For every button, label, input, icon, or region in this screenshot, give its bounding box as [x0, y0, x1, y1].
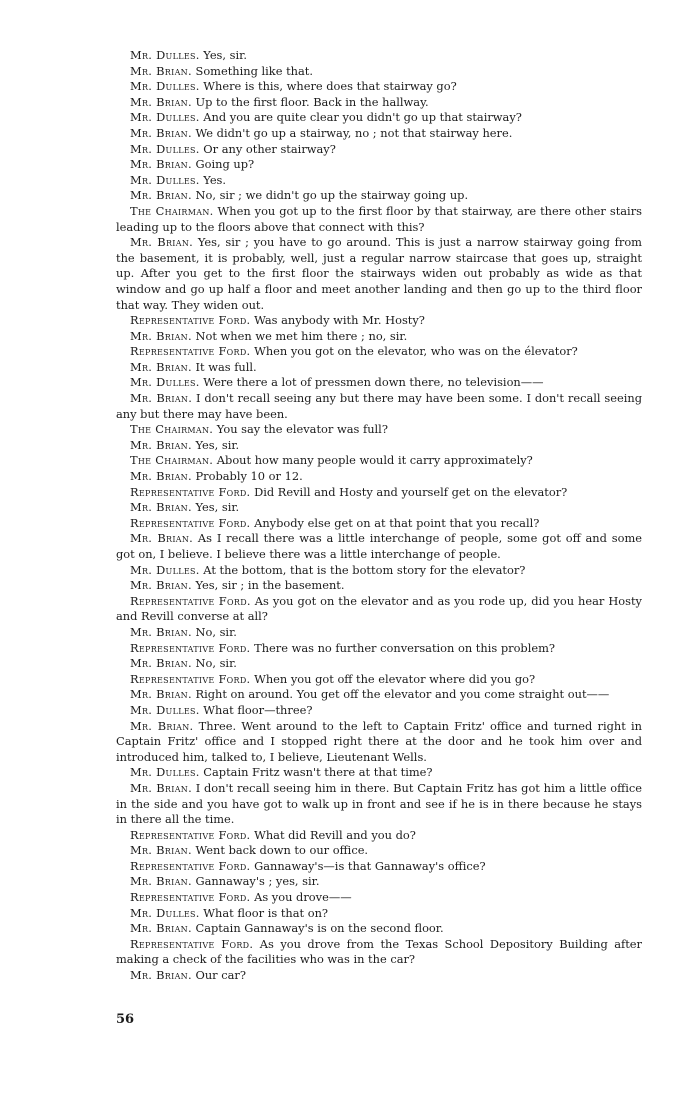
speaker-name: Mr. Brian. [130, 63, 192, 78]
testimony-paragraph [116, 344, 642, 360]
speaker-name: Mr. Brian. [130, 687, 192, 702]
speaker-name: Mr. Brian. [130, 469, 192, 484]
speaker-name: Mr. Dulles. [130, 110, 200, 125]
spoken-text: As you got on the elevator and as you rode up, did you hear Hosty and Revill converse at all? [116, 593, 642, 624]
testimony-paragraph [116, 874, 642, 890]
spoken-text: About how many people would it carry approximately? [213, 453, 533, 468]
speaker-name: Mr. Brian. [130, 531, 194, 546]
spoken-text: Or any other stairway? [199, 141, 336, 156]
spoken-text: Yes, sir. [191, 437, 240, 452]
testimony-paragraph [116, 594, 642, 625]
speaker-name: Representative Ford. [130, 827, 251, 842]
spoken-text: It was full. [191, 359, 257, 374]
testimony-paragraph [116, 843, 642, 859]
spoken-text: Yes, sir ; in the basement. [191, 578, 345, 593]
spoken-text: Our car? [191, 968, 246, 983]
spoken-text: I don't recall seeing any but there may have been some. I don't recall seeing any but there may have been. [116, 391, 642, 421]
testimony-paragraph [116, 937, 642, 968]
spoken-text: Not when we met him there ; no, sir. [191, 328, 408, 343]
testimony-paragraph [116, 188, 642, 204]
testimony-paragraph [116, 110, 642, 126]
transcript-page [116, 48, 642, 984]
spoken-text: Went back down to our office. [191, 843, 369, 858]
speaker-name: Mr. Dulles. [130, 172, 200, 187]
testimony-paragraph [116, 453, 642, 469]
spoken-text: We didn't go up a stairway, no ; not that stairway here. [191, 125, 513, 140]
spoken-text: As you drove from the Texas School Depository Building after making a check of the facilities who was in the car? [116, 936, 642, 967]
testimony-paragraph [116, 142, 642, 158]
speaker-name: Mr. Brian. [130, 921, 192, 936]
spoken-text: Yes, sir. [191, 500, 240, 515]
testimony-paragraph [116, 641, 642, 657]
testimony-paragraph [116, 859, 642, 875]
testimony-paragraph [116, 516, 642, 532]
speaker-name: The Chairman. [130, 453, 214, 468]
speaker-name: Mr. Brian. [130, 437, 192, 452]
spoken-text: Yes, sir ; you have to go around. This is just a narrow stairway going from the basement, it is probably, well, just a regular narrow staircase that goes up, straight up. After you get to the first floor the stairways widen out probably as wide as that window and go up half a floor and meet another landing and then go up to the third floor that way. They widen out. [116, 235, 642, 312]
speaker-name: Mr. Brian. [130, 359, 192, 374]
spoken-text: As you drove—— [250, 890, 352, 905]
testimony-paragraph [116, 391, 642, 422]
speaker-name: Mr. Brian. [130, 500, 192, 515]
testimony-paragraph [116, 890, 642, 906]
speaker-name: Mr. Brian. [130, 328, 192, 343]
speaker-name: Mr. Brian. [130, 780, 193, 795]
speaker-name: Mr. Dulles. [130, 765, 200, 780]
speaker-name: Mr. Dulles. [130, 48, 200, 62]
spoken-text: Up to the first floor. Back in the hallway. [191, 94, 429, 109]
spoken-text: At the bottom, that is the bottom story for the elevator? [199, 562, 526, 577]
speaker-name: The Chairman. [130, 203, 214, 218]
speaker-name: Representative Ford. [130, 640, 251, 655]
testimony-paragraph [116, 469, 642, 485]
testimony-paragraph [116, 438, 642, 454]
testimony-paragraph [116, 422, 642, 438]
testimony-paragraph [116, 703, 642, 719]
speaker-name: Representative Ford. [130, 890, 251, 905]
testimony-paragraph [116, 687, 642, 703]
spoken-text: What floor is that on? [199, 905, 329, 920]
testimony-paragraph [116, 625, 642, 641]
page-number: 56 [116, 1012, 135, 1027]
speaker-name: Mr. Brian. [130, 718, 194, 733]
testimony-paragraph [116, 313, 642, 329]
spoken-text: Three. Went around to the left to Captain Fritz' office and turned right in Captain Fritz' office and I stopped right there at the door and he took him over and introduced him, talked to, I believe, Lieutenant Wells. [116, 718, 642, 764]
testimony-paragraph [116, 79, 642, 95]
testimony-paragraph [116, 781, 642, 828]
spoken-text: And you are quite clear you didn't go up that stairway? [199, 110, 522, 125]
speaker-name: Mr. Brian. [130, 968, 192, 983]
spoken-text: Probably 10 or 12. [191, 469, 303, 484]
spoken-text: No, sir. [191, 624, 237, 639]
testimony-paragraph [116, 921, 642, 937]
spoken-text: Gannaway's ; yes, sir. [191, 874, 320, 889]
testimony-paragraph [116, 204, 642, 235]
speaker-name: The Chairman. [130, 422, 214, 437]
speaker-name: Representative Ford. [130, 484, 251, 499]
speaker-name: Mr. Brian. [130, 235, 194, 250]
testimony-paragraph [116, 828, 642, 844]
testimony-paragraph [116, 64, 642, 80]
speaker-name: Mr. Brian. [130, 125, 192, 140]
testimony-paragraph [116, 126, 642, 142]
speaker-name: Representative Ford. [130, 858, 251, 873]
speaker-name: Mr. Brian. [130, 656, 192, 671]
speaker-name: Mr. Brian. [130, 188, 192, 203]
speaker-name: Mr. Brian. [130, 624, 192, 639]
testimony-paragraph [116, 968, 642, 984]
spoken-text: When you got on the elevator, who was on the élevator? [250, 344, 578, 359]
speaker-name: Mr. Dulles. [130, 905, 200, 920]
testimony-paragraph [116, 95, 642, 111]
speaker-name: Mr. Brian. [130, 578, 192, 593]
spoken-text: Were there a lot of pressmen down there, no television—— [199, 375, 544, 390]
speaker-name: Mr. Dulles. [130, 141, 200, 156]
spoken-text: No, sir. [191, 656, 237, 671]
spoken-text: When you got off the elevator where did you go? [250, 671, 536, 686]
spoken-text: I don't recall seeing him in there. But Captain Fritz has got him a little office in the side and you have got to walk up in front and see if he is in there because he stays in there all the time. [116, 780, 642, 827]
speaker-name: Mr. Brian. [130, 157, 192, 172]
testimony-paragraph [116, 563, 642, 579]
spoken-text: What floor—three? [199, 702, 313, 717]
testimony-paragraph [116, 500, 642, 516]
speaker-name: Mr. Brian. [130, 874, 192, 889]
spoken-text: What did Revill and you do? [250, 827, 416, 842]
spoken-text: When you got up to the first floor by that stairway, are there other stairs leading up to the floors above that connect with this? [116, 203, 642, 234]
testimony-paragraph [116, 672, 642, 688]
spoken-text: Gannaway's—is that Gannaway's office? [250, 858, 486, 873]
speaker-name: Representative Ford. [130, 936, 254, 951]
spoken-text: Yes, sir. [199, 48, 247, 62]
spoken-text: Was anybody with Mr. Hosty? [250, 313, 425, 328]
speaker-name: Mr. Dulles. [130, 79, 200, 94]
testimony-paragraph [116, 48, 642, 64]
spoken-text: You say the elevator was full? [213, 422, 388, 437]
speaker-name: Mr. Brian. [130, 843, 192, 858]
spoken-text: Anybody else get on at that point that you recall? [250, 515, 540, 530]
spoken-text: As I recall there was a little interchange of people, some got off and some got on, I believe. I believe there was a little interchange of people. [116, 531, 642, 561]
speaker-name: Representative Ford. [130, 671, 251, 686]
spoken-text: Something like that. [191, 63, 313, 78]
testimony-paragraph [116, 360, 642, 376]
speaker-name: Representative Ford. [130, 593, 251, 608]
testimony-paragraph [116, 656, 642, 672]
testimony-paragraph [116, 173, 642, 189]
testimony-paragraph [116, 375, 642, 391]
speaker-name: Mr. Dulles. [130, 702, 200, 717]
spoken-text: No, sir ; we didn't go up the stairway going up. [191, 188, 469, 203]
testimony-paragraph [116, 531, 642, 562]
speaker-name: Mr. Dulles. [130, 562, 200, 577]
speaker-name: Mr. Brian. [130, 391, 193, 406]
testimony-paragraph [116, 157, 642, 173]
speaker-name: Representative Ford. [130, 313, 251, 328]
spoken-text: Going up? [191, 157, 255, 172]
speaker-name: Representative Ford. [130, 344, 251, 359]
testimony-paragraph [116, 578, 642, 594]
testimony-paragraph [116, 906, 642, 922]
speaker-name: Mr. Brian. [130, 94, 192, 109]
spoken-text: Right on around. You get off the elevator and you come straight out—— [191, 687, 610, 702]
spoken-text: Where is this, where does that stairway go? [199, 79, 457, 94]
testimony-paragraph [116, 329, 642, 345]
speaker-name: Representative Ford. [130, 515, 251, 530]
spoken-text: Yes. [199, 172, 227, 187]
testimony-paragraph [116, 719, 642, 766]
spoken-text: Captain Fritz wasn't there at that time? [199, 765, 433, 780]
speaker-name: Mr. Dulles. [130, 375, 200, 390]
spoken-text: There was no further conversation on this problem? [250, 640, 556, 655]
spoken-text: Did Revill and Hosty and yourself get on the elevator? [250, 484, 568, 499]
spoken-text: Captain Gannaway's is on the second floor. [191, 921, 444, 936]
testimony-paragraph [116, 765, 642, 781]
testimony-paragraph [116, 485, 642, 501]
testimony-paragraph [116, 235, 642, 313]
